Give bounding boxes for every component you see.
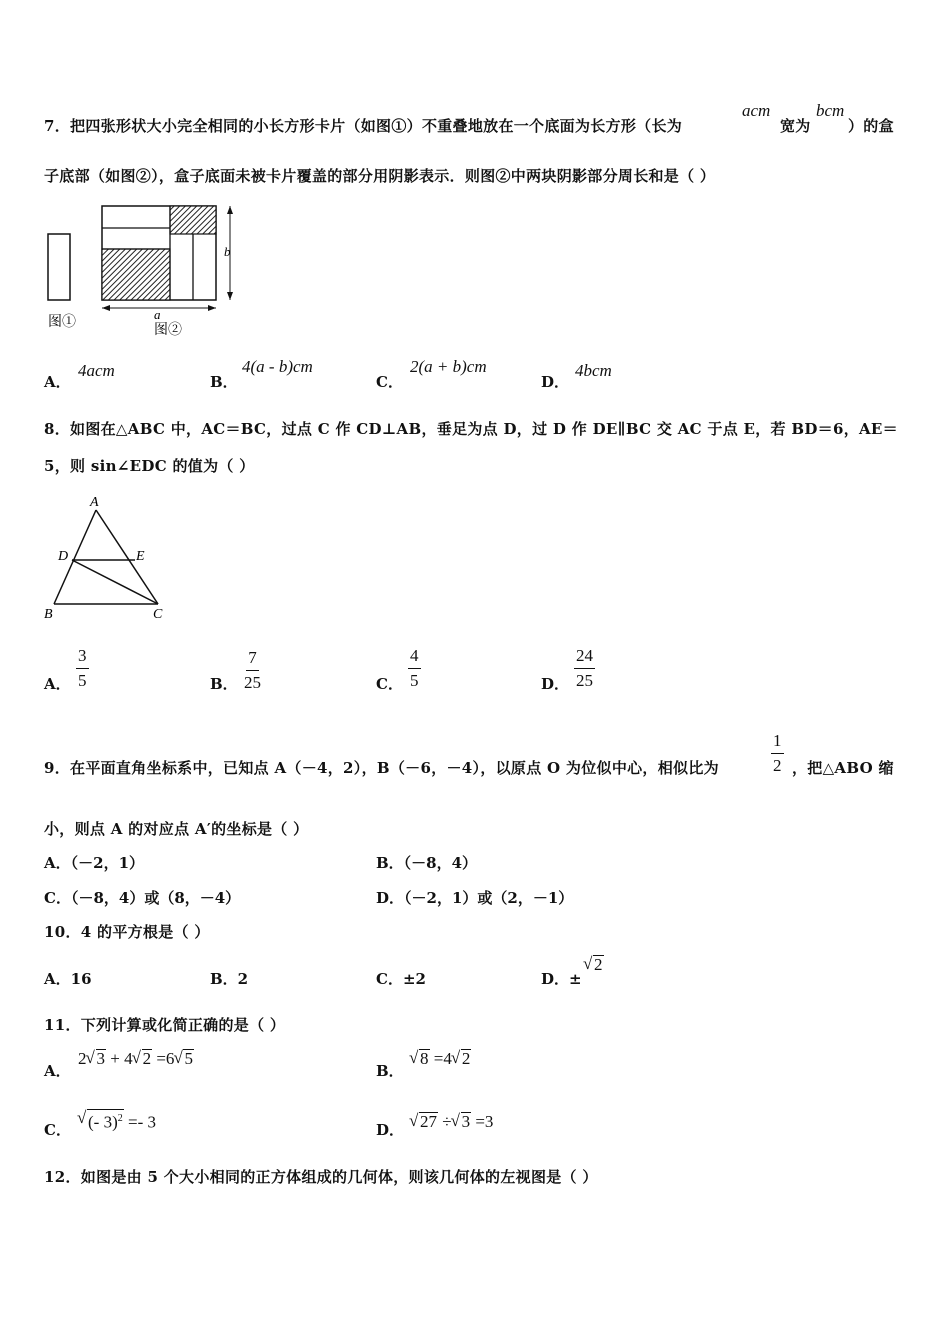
q10-option-c[interactable]: C．±2 (376, 970, 426, 988)
q11-option-b-label[interactable]: B． (376, 1062, 404, 1080)
q7-fig1-card (48, 234, 70, 300)
q8-option-d-label[interactable]: D． (541, 675, 570, 693)
q11-option-d-expr[interactable]: √ 27 ÷√ 3 =3 (410, 1112, 493, 1132)
q7-option-d-label[interactable]: D． (541, 373, 570, 391)
q12-stem: 12．如图是由 5 个大小相同的正方体组成的几何体，则该几何体的左视图是（ ） (44, 1168, 598, 1186)
q7-option-b-value[interactable]: 4(a - b)cm (242, 357, 313, 376)
q8-label-d: D (58, 549, 69, 564)
q8-option-c-frac[interactable]: $\frac{4}{5}$ (410, 646, 419, 690)
q7-fig2-label: 图② (154, 323, 182, 338)
q7-length-acm: acm (742, 101, 771, 120)
q7-dim-a: a (154, 307, 161, 322)
q7-shade-top-right (170, 206, 216, 234)
q10-option-d[interactable]: D．± (541, 970, 582, 988)
q7-option-a-label[interactable]: A． (44, 373, 71, 391)
q8-option-a-label[interactable]: A． (44, 675, 71, 693)
q11-option-a-label[interactable]: A． (44, 1062, 71, 1080)
q8-option-a-frac[interactable]: $\frac{3}{5}$ (78, 646, 87, 690)
q8-label-c: C (153, 607, 163, 622)
q7-stem-line1-end: ）的盒 (848, 117, 894, 135)
q11-stem: 11．下列计算或化简正确的是（ ） (44, 1016, 286, 1034)
q11-option-a-expr[interactable]: 2√ 3 + 4√ 2 =6√ 5 (78, 1049, 194, 1069)
q10-stem: 10．4 的平方根是（ ） (44, 923, 210, 941)
q7-figure (40, 198, 260, 343)
q7-width-bcm: bcm (816, 101, 845, 120)
q8-label-e: E (136, 549, 145, 564)
q11-option-c-expr[interactable]: √ (- 3)$^2$ =- 3 (78, 1109, 156, 1133)
q10-option-b[interactable]: B．2 (210, 970, 249, 988)
q7-dim-b: b (224, 244, 231, 259)
q11-option-c-label[interactable]: C． (44, 1121, 71, 1139)
q7-option-c-value[interactable]: 2(a + b)cm (410, 357, 487, 376)
q7-wide-text: 宽为 (780, 117, 811, 135)
q8-triangle-figure (38, 492, 178, 624)
q8-option-d-frac[interactable]: $\frac{24}{25}$ (576, 646, 593, 690)
q7-option-a-value[interactable]: 4acm (78, 361, 115, 380)
q10-option-d-sqrt[interactable]: √ 2 (584, 955, 604, 975)
q9-stem-line1-end: ，把△ABO 缩 (792, 759, 894, 777)
q9-ratio-frac: $\frac{1}{2}$ (773, 731, 782, 775)
q8-stem-line1: 8．如图在△ABC 中，AC＝BC，过点 C 作 CD⊥AB，垂足为点 D，过 D 作 DE∥BC 交 AC 于点 E，若 BD＝6，AE＝ (44, 420, 898, 438)
q7-option-d-value[interactable]: 4bcm (575, 361, 612, 380)
q7-stem-line2: 子底部（如图②），盒子底面未被卡片覆盖的部分用阴影表示．则图②中两块阴影部分周长和是（ ） (44, 167, 716, 185)
q8-label-a: A (90, 495, 99, 510)
q7-stem-line1: 7．把四张形状大小完全相同的小长方形卡片（如图①）不重叠地放在一个底面为长方形（长为 (44, 117, 683, 135)
q11-option-d-label[interactable]: D． (376, 1121, 405, 1139)
q7-option-b-label[interactable]: B． (210, 373, 238, 391)
q9-option-a[interactable]: A．（－2，1） (44, 854, 145, 872)
q7-option-c-label[interactable]: C． (376, 373, 403, 391)
q9-option-c[interactable]: C．（－8，4）或（8，－4） (44, 889, 241, 907)
q9-stem-line1: 9．在平面直角坐标系中，已知点 A（－4，2），B（－6，－4），以原点 O 为位似中心，相似比为 (44, 759, 719, 777)
q10-option-a[interactable]: A．16 (44, 970, 92, 988)
q9-option-d[interactable]: D．（－2，1）或（2，－1） (376, 889, 574, 907)
q8-option-b-frac[interactable]: $\frac{7}{25}$ (244, 648, 261, 692)
q8-stem-line2: 5，则 sin∠EDC 的值为（ ） (44, 457, 255, 475)
q9-stem-line2: 小，则点 A 的对应点 A′的坐标是（ ） (44, 820, 309, 838)
q9-option-b[interactable]: B．（－8，4） (376, 854, 478, 872)
q8-option-c-label[interactable]: C． (376, 675, 403, 693)
q7-shade-bottom-left (102, 249, 170, 300)
q11-option-b-expr[interactable]: √ 8 =4√ 2 (410, 1049, 471, 1069)
q8-option-b-label[interactable]: B． (210, 675, 238, 693)
q7-fig1-label: 图① (48, 315, 76, 330)
q8-label-b: B (44, 607, 53, 622)
